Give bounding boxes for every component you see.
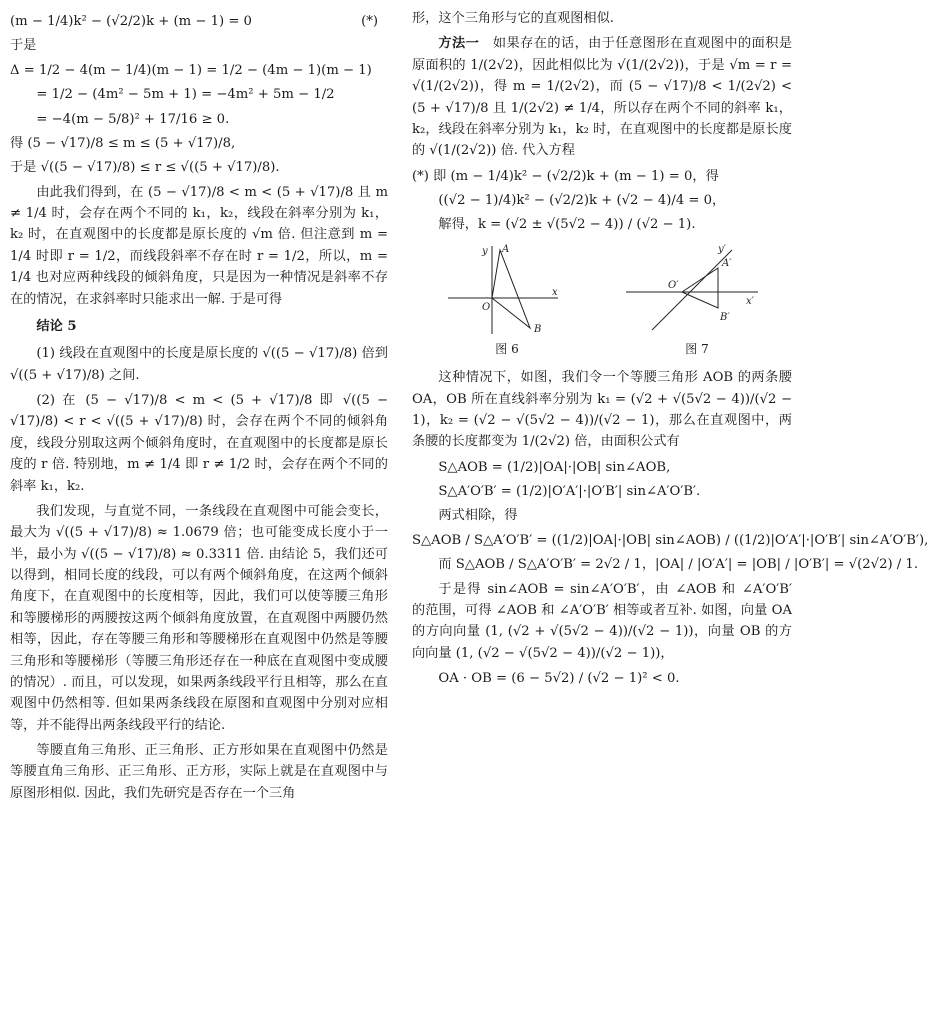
label-y: y <box>482 245 488 257</box>
figures <box>412 242 792 338</box>
equation: (m − 1/4)k² − (√2/2)k + (m − 1) = 0 <box>10 14 252 29</box>
paragraph: 于是得 sin∠AOB = sin∠A′O′B′，由 ∠AOB 和 ∠A′O′B′ 的范围，可得 ∠AOB 和 ∠A′O′B′ 相等或者互补. 如图，向量 OA 的方向向量 (1, (√2 + √(5√2 − 4))/(√2 − 1))，向量 OB 的方向向量 (1, (√2 − √(5√2 − 4))/(√2 − 1))， <box>412 581 792 661</box>
paragraph: 由此我们得到，在 (5 − √17)/8 < m < (5 + √17)/8 且 m ≠ 1/4 时，会存在两个不同的 k₁，k₂，线段在斜率分别为 k₁，k₂ 时，在直观图中的长度都是原长度的 √m 倍. 但注意到 m = 1/4 时即 r = 1/2，而线段斜率不存在时 r = 1/2，所以，m = 1/4 也对应两种线段的倾斜角度，只是因为一种情况是斜率不存在的情况，在求斜率时只能求出一解. 于是可得 <box>10 184 388 307</box>
left-column <box>10 8 388 808</box>
right-column <box>412 8 928 692</box>
paragraph: 形，这个三角形与它的直观图相似. <box>412 11 615 26</box>
label-a: A′ <box>722 257 732 269</box>
label-x: x′ <box>746 295 754 307</box>
label-o: O′ <box>668 279 679 291</box>
label-b: B′ <box>720 311 730 323</box>
method-text: 如果存在的话，由于任意图形在直观图中的面积是原面积的 1/(2√2)，因此相似比为 √(1/(2√2))，于是 √m = r = √(1/(2√2))，得 m = 1/(2√2)，而 (5 − √17)/8 < 1/(2√2) < (5 + √17)/8 且 1/(2√2) ≠ 1/4，所以存在两个不同的斜率 k₁，k₂，线段在斜率分别为 k₁，k₂ 时，在直观图中的长度都是原长度的 √(1/(2√2)) 倍. 代入方程 <box>412 36 793 159</box>
equation: S△AOB / S△A′O′B′ = ((1/2)|OA|·|OB| sin∠AOB) / ((1/2)|O′A′|·|O′B′| sin∠A′O′B′), <box>412 532 928 548</box>
paragraph: 等腰直角三角形、正三角形、正方形如果在直观图中仍然是等腰直角三角形、正三角形、正方形，实际上就是在直观图中与原图形相似. 因此，我们先研究是否存在一个三角 <box>10 743 388 801</box>
figure-7 <box>622 242 762 338</box>
method-label: 方法一 <box>438 36 480 52</box>
equation: S△AOB = (1/2)|OA|·|OB| sin∠AOB, <box>438 459 671 475</box>
equation: OA · OB = (6 − 5√2) / (√2 − 1)² < 0. <box>438 671 680 687</box>
figure-captions <box>412 340 792 359</box>
triangle-a-o-b <box>682 268 718 308</box>
equation: = −4(m − 5/8)² + 17/16 ≥ 0. <box>36 111 230 127</box>
section-heading: 结论 5 <box>36 318 77 334</box>
equation: 得 (5 − √17)/8 ≤ m ≤ (5 + √17)/8, <box>10 135 236 151</box>
conclusion-item-2: (2) 在 (5 − √17)/8 < m < (5 + √17)/8 即 √((5 − √17)/8) < r < √((5 + √17)/8) 时，会存在两个不同的倾斜角度，线段分别取这两个倾斜角度时，在直观图中的长度都是原长度的 r 倍. 特别地，m ≠ 1/4 即 r ≠ 1/2 时，会存在两个不同的斜率 k₁，k₂. <box>10 393 388 494</box>
method-one <box>412 33 792 161</box>
paragraph: 这种情况下，如图，我们令一个等腰三角形 AOB 的两条腰 OA，OB 所在直线斜率分别为 k₁ = (√2 + √(5√2 − 4))/(√2 − 1)，k₂ = (√2 − √(5√2 − 4))/(√2 − 1)，那么在直观图中，两条腰的长度都变为 1/(2√2) 倍，由面积公式有 <box>412 370 792 450</box>
label-x: x <box>552 286 558 298</box>
label-a: A <box>502 243 510 255</box>
equation: (*) 即 (m − 1/4)k² − (√2/2)k + (m − 1) = 0，得 <box>412 168 719 184</box>
triangle-aob <box>492 250 530 328</box>
conclusion-item-1: (1) 线段在直观图中的长度是原长度的 √((5 − √17)/8) 倍到 √((5 + √17)/8) 之间. <box>10 346 388 383</box>
label-o: O <box>482 301 491 313</box>
equation: = 1/2 − (4m² − 5m + 1) = −4m² + 5m − 1/2 <box>36 87 335 103</box>
equation: 于是 √((5 − √17)/8) ≤ r ≤ √((5 + √17)/8). <box>10 160 280 176</box>
equation-tag: (*) <box>361 14 378 29</box>
text-line: 两式相除，得 <box>438 508 518 524</box>
equation: Δ = 1/2 − 4(m − 1/4)(m − 1) = 1/2 − (4m − 1)(m − 1) <box>10 62 372 78</box>
equation: ((√2 − 1)/4)k² − (√2/2)k + (√2 − 4)/4 = 0， <box>438 193 726 208</box>
equation: S△A′O′B′ = (1/2)|O′A′|·|O′B′| sin∠A′O′B′. <box>438 484 701 500</box>
figure-6-caption: 图 6 <box>495 341 519 356</box>
equation-star <box>10 11 388 32</box>
equation: 解得，k = (√2 ± √(5√2 − 4)) / (√2 − 1). <box>438 217 696 233</box>
figure-7-caption: 图 7 <box>685 341 709 356</box>
label-y: y′ <box>718 243 726 255</box>
figure-6 <box>442 242 562 338</box>
paragraph: 我们发现，与直觉不同，一条线段在直观图中可能会变长，最大为 √((5 + √17)/8) ≈ 1.0679 倍；也可能变成长度小于一半，最小为 √((5 − √17)/8) ≈ 0.3311 倍. 由结论 5，我们还可以得到，相同长度的线段，可以有两个倾斜角度，在这两个倾斜角度下，在直观图中的长度相等，因此，我们可以使等腰三角形和等腰梯形的两腰按这两个倾斜角度放置，在直观图中两腰仍然相等，因此，存在等腰三角形和等腰梯形在直观图中仍然是等腰三角形和等腰梯形（等腰三角形还存在一种底在直观图中变成腰的情况）. 而且，可以发现，如果两条线段平行且相等，那么在直观图中仍然相等. 但如果两条线段在原图和直观图中分别对应相等，并不能得出两条线段平行的结论. <box>10 503 388 733</box>
label-b: B <box>534 323 542 335</box>
equation: 而 S△AOB / S△A′O′B′ = 2√2 / 1，|OA| / |O′A′| = |OB| / |O′B′| = √(2√2) / 1. <box>438 557 919 573</box>
text-line: 于是 <box>10 38 37 54</box>
